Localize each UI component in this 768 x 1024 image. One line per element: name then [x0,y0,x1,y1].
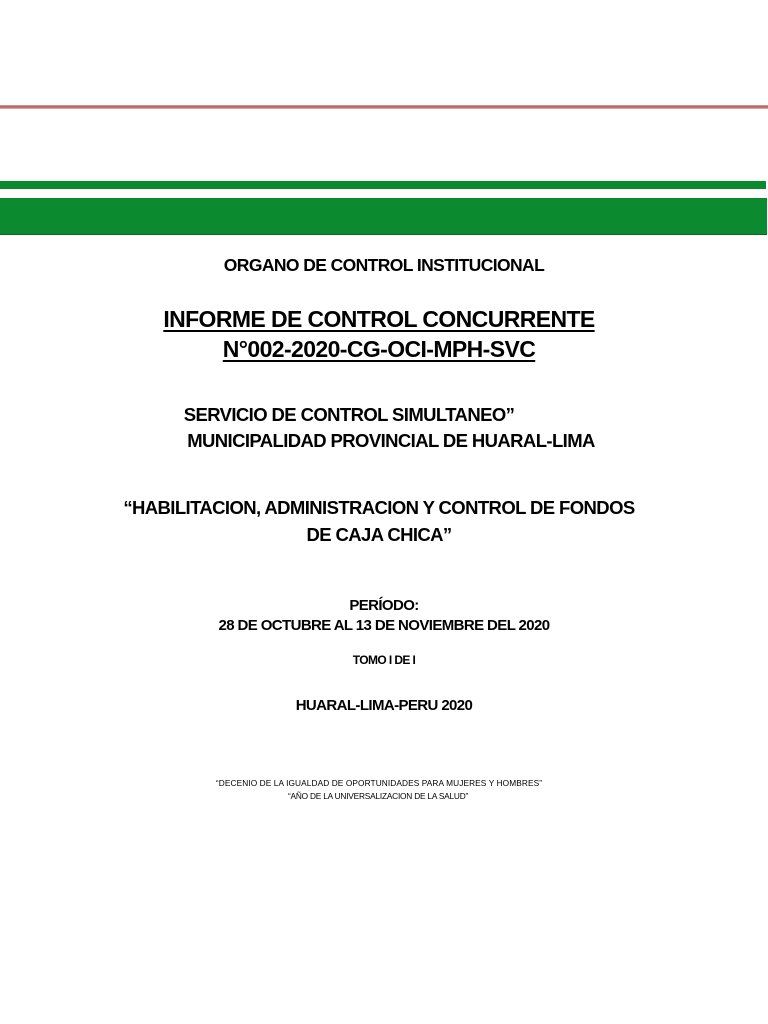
organ-heading: ORGANO DE CONTROL INSTITUCIONAL [223,255,545,275]
service-type: SERVICIO DE CONTROL SIMULTANEO” [183,404,515,425]
subject-title-line1: “HABILITACION, ADMINISTRACION Y CONTROL DE FONDOS [123,497,635,518]
volume-label: TOMO I DE I [352,653,416,667]
year-motto: “AÑO DE LA UNIVERSALIZACION DE LA SALUD” [287,791,469,801]
location-year: HUARAL-LIMA-PERU 2020 [295,697,473,714]
report-title: INFORME DE CONTROL CONCURRENTE [163,306,595,332]
green-stripe-thin [0,181,766,189]
green-band [0,198,767,234]
period-label: PERÍODO: [349,597,419,614]
subject-title-line2: DE CAJA CHICA” [306,524,452,545]
period-value: 28 DE OCTUBRE AL 13 DE NOVIEMBRE DEL 2020 [218,617,550,634]
entity-name: MUNICIPALIDAD PROVINCIAL DE HUARAL-LIMA [187,430,595,451]
decade-motto: “DECENIO DE LA IGUALDAD DE OPORTUNIDADES PARA MUJERES Y HOMBRES” [215,778,543,788]
report-number: N°002-2020-CG-OCI-MPH-SVC [222,336,536,362]
header-rule-line [0,105,768,109]
